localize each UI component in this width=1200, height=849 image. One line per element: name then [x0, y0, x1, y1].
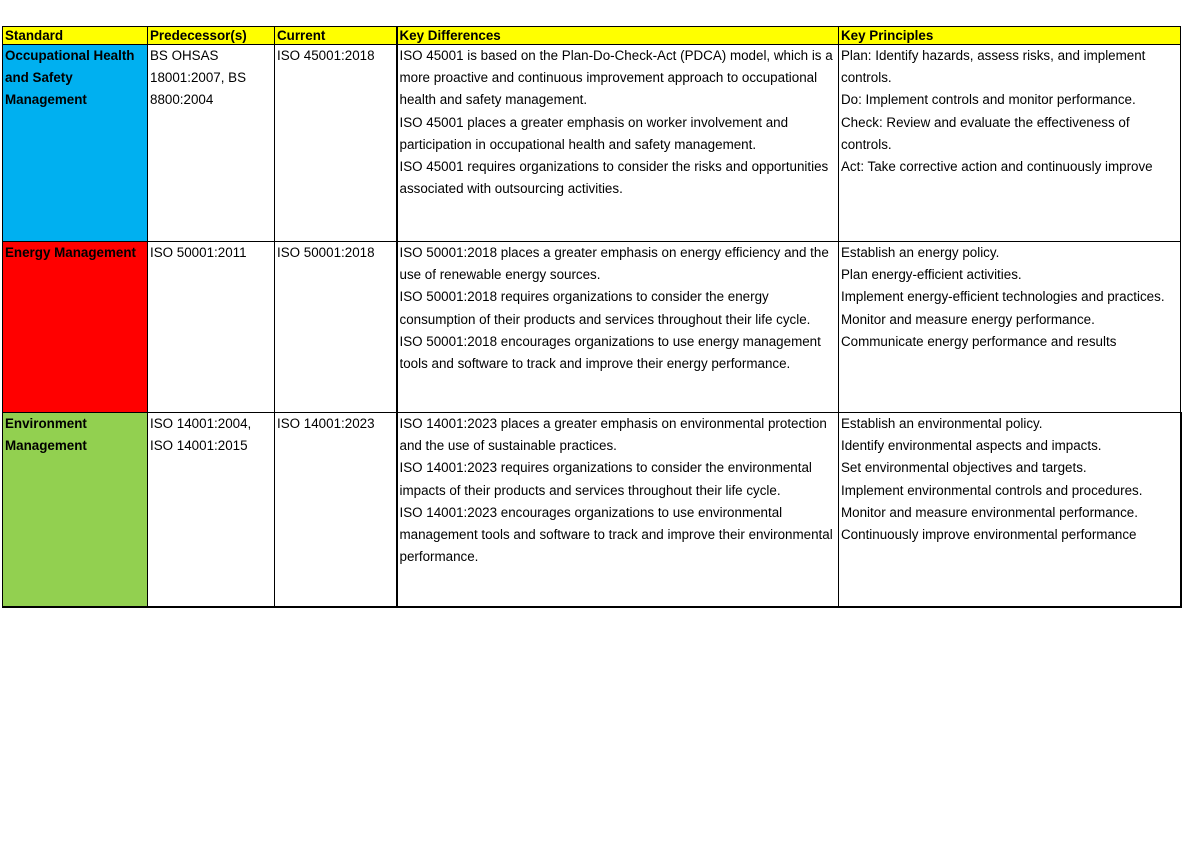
difference-line: ISO 45001 is based on the Plan-Do-Check-Act (PDCA) model, which is a more proactive and continuous improvement approach to occupational health and safety management. [399, 48, 833, 108]
header-current[interactable]: Current [275, 27, 397, 45]
principle-line: Check: Review and evaluate the effectiveness of controls. [841, 114, 1130, 152]
difference-line: ISO 14001:2023 requires organizations to consider the environmental impacts of their products and services throughout their life cycle. [399, 460, 812, 498]
header-predecessors[interactable]: Predecessor(s) [148, 27, 275, 45]
table-row [3, 242, 1181, 413]
principle-line: Identify environmental aspects and impacts. [841, 438, 1102, 454]
header-key-principles[interactable]: Key Principles [839, 27, 1181, 45]
standards-table [2, 26, 1182, 608]
spreadsheet-sheet [2, 26, 1182, 608]
current-cell[interactable]: ISO 50001:2018 [275, 242, 397, 413]
predecessors-cell[interactable]: ISO 14001:2004, ISO 14001:2015 [148, 413, 275, 608]
principle-line: Establish an energy policy. [841, 245, 1000, 260]
difference-line: ISO 45001 requires organizations to consider the risks and opportunities associated with outsourcing activities. [399, 159, 829, 197]
current-cell[interactable]: ISO 45001:2018 [275, 45, 397, 242]
principles-cell[interactable] [839, 413, 1181, 608]
principles-cell[interactable] [839, 45, 1181, 242]
predecessors-cell[interactable]: ISO 50001:2011 [148, 242, 275, 413]
principle-line: Establish an environmental policy. [841, 416, 1043, 431]
difference-line: ISO 45001 places a greater emphasis on worker involvement and participation in occupational health and safety management. [399, 114, 789, 152]
difference-line: ISO 50001:2018 places a greater emphasis on energy efficiency and the use of renewable energy sources. [399, 245, 829, 283]
header-row [3, 27, 1181, 45]
principle-line: Continuously improve environmental performance [841, 527, 1137, 543]
difference-line: ISO 50001:2018 requires organizations to consider the energy consumption of their products and services throughout their life cycle. [399, 289, 811, 327]
difference-line: ISO 50001:2018 encourages organizations to use energy management tools and software to track and improve their energy performance. [399, 333, 821, 372]
header-standard[interactable]: Standard [3, 27, 148, 45]
principle-line: Act: Take corrective action and continuously improve [841, 159, 1153, 175]
standard-cell-energy[interactable]: Energy Management [3, 242, 148, 413]
principle-line: Monitor and measure environmental performance. [841, 504, 1138, 520]
principle-line: Do: Implement controls and monitor performance. [841, 92, 1136, 108]
differences-cell[interactable] [397, 45, 839, 242]
difference-line: ISO 14001:2023 places a greater emphasis on environmental protection and the use of sustainable practices. [399, 416, 827, 454]
principle-line: Set environmental objectives and targets. [841, 460, 1087, 476]
standard-cell-environment[interactable]: Environment Management [3, 413, 148, 608]
current-cell[interactable]: ISO 14001:2023 [275, 413, 397, 608]
standard-cell-ohs[interactable]: Occupational Health and Safety Management [3, 45, 148, 242]
table-row [3, 45, 1181, 242]
principle-line: Plan energy-efficient activities. [841, 267, 1022, 283]
differences-cell[interactable] [397, 242, 839, 413]
table-row [3, 413, 1181, 608]
principle-line: Monitor and measure energy performance. [841, 311, 1095, 327]
difference-line: ISO 14001:2023 encourages organizations to use environmental management tools and software to track and improve their environmental performance. [399, 504, 833, 565]
principle-line: Implement environmental controls and procedures. [841, 482, 1143, 498]
header-key-differences[interactable]: Key Differences [397, 27, 839, 45]
principle-line: Implement energy-efficient technologies and practices. [841, 289, 1165, 305]
principle-line: Plan: Identify hazards, assess risks, and implement controls. [841, 48, 1146, 86]
principle-line: Communicate energy performance and results [841, 333, 1117, 349]
principles-cell[interactable] [839, 242, 1181, 413]
predecessors-cell[interactable]: BS OHSAS 18001:2007, BS 8800:2004 [148, 45, 275, 242]
differences-cell[interactable] [397, 413, 839, 608]
